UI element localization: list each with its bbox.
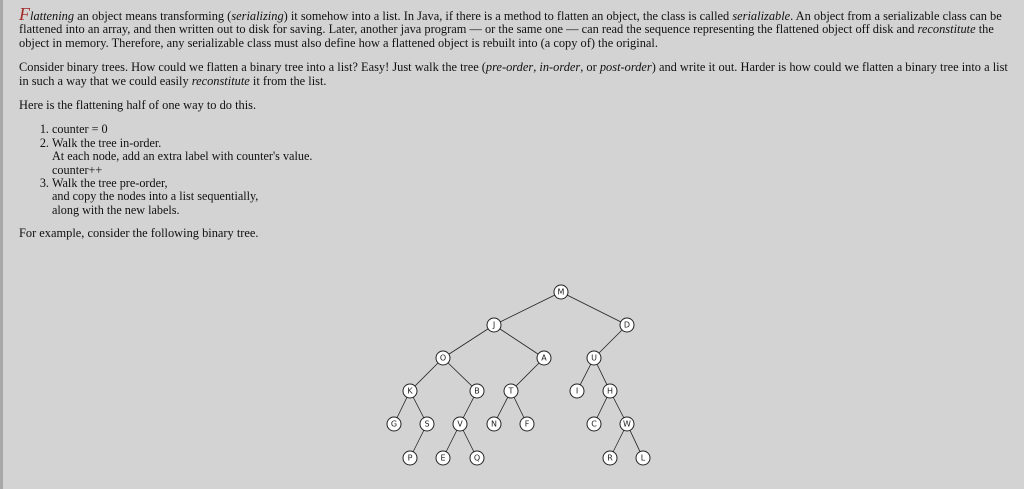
step-text: along with the new labels. [52,202,180,217]
edge-m-d [561,292,627,325]
text: an object means transforming ( [74,9,232,23]
svg-text:U: U [591,353,597,363]
svg-text:S: S [424,419,430,429]
svg-text:A: A [541,353,547,363]
svg-text:R: R [607,453,613,463]
binary-tree-diagram [3,0,1023,489]
tree-node-f [520,417,534,431]
step-text: 3. Walk the tree pre-order, [52,176,168,191]
tree-node-o [436,351,450,365]
tree-edges [394,292,643,458]
text: it from the list. [249,73,327,88]
tree-node-n [487,417,501,431]
drop-cap: F [19,4,30,24]
tree-node-p [403,451,417,465]
tree-node-s [420,417,434,431]
kw-reconstitute: reconstitute [917,22,976,37]
svg-text:M: M [557,287,565,297]
step-text: counter = 0 [52,122,108,137]
edge-j-o [443,325,494,358]
tree-node-m [554,285,568,299]
edge-m-j [494,292,561,325]
text: the object in memory. Therefore, any serializable class must also define how a flattened object is rebuilt into (a copy of) the original. [19,22,994,50]
step-text: At each node, add an extra label with counter's value. [52,149,313,164]
tree-node-r [603,451,617,465]
svg-text:K: K [407,386,413,396]
svg-text:O: O [439,353,447,363]
step-text: counter++ [52,162,103,177]
text: ) and write it out. Harder is how could we flatten a binary tree into a list in such a way that we could easily [19,60,1008,88]
tree-node-t [504,384,518,398]
kw-serializing: serializing [231,9,284,23]
tree-node-d [620,318,634,332]
tree-node-w [620,417,634,431]
tree-node-e [436,451,450,465]
svg-text:B: B [474,386,480,396]
tree-node-a [537,351,551,365]
svg-text:P: P [407,453,413,463]
svg-text:Q: Q [473,453,481,463]
kw-flattening: lattening [30,9,75,23]
kw-pre-order: pre-order [485,60,534,75]
svg-text:V: V [457,419,463,429]
svg-text:E: E [440,453,446,463]
step-text: and copy the nodes into a list sequentially, [52,189,259,204]
tree-node-i [570,384,584,398]
tree-node-j [487,318,501,332]
text: ) it somehow into a list. In Java, if there is a method to flatten an object, the class is called [283,9,733,23]
tree-node-h [603,384,617,398]
kw-post-order: post-order [599,60,652,75]
kw-in-order: in-order [539,60,581,75]
tree-node-v [453,417,467,431]
tree-node-c [587,417,601,431]
svg-text:N: N [491,419,497,429]
svg-text:I: I [575,386,579,396]
text: , [533,60,540,75]
edge-j-a [494,325,544,358]
svg-text:H: H [606,386,614,396]
text: . An object from a serializable class can be flattened into an array, and then written out to disk for saving. Later, another java program — or the same one — can read the sequence representing the flattened object off disk and [19,9,1002,37]
tree-node-l [636,451,650,465]
step-text: 2. Walk the tree in-order. [52,135,162,150]
svg-text:T: T [508,386,514,396]
svg-text:W: W [623,419,631,429]
tree-node-k [403,384,417,398]
tree-node-u [587,351,601,365]
svg-text:F: F [524,419,530,429]
text: , or [580,60,600,75]
svg-text:D: D [623,320,631,330]
svg-text:G: G [390,419,398,429]
paragraph-example: For example, consider the following binary tree. [19,226,259,241]
tree-node-q [470,451,484,465]
text: Consider binary trees. How could we flatten a binary tree into a list? Easy! Just walk the tree ( [19,60,486,75]
svg-text:C: C [591,419,597,429]
paragraph-flattening-half: Here is the flattening half of one way to do this. [19,98,257,113]
tree-node-b [470,384,484,398]
svg-text:J: J [492,320,496,330]
tree-node-g [387,417,401,431]
kw-reconstitute: reconstitute [191,73,250,88]
svg-text:L: L [640,453,646,463]
kw-serializable: serializable [732,9,791,23]
